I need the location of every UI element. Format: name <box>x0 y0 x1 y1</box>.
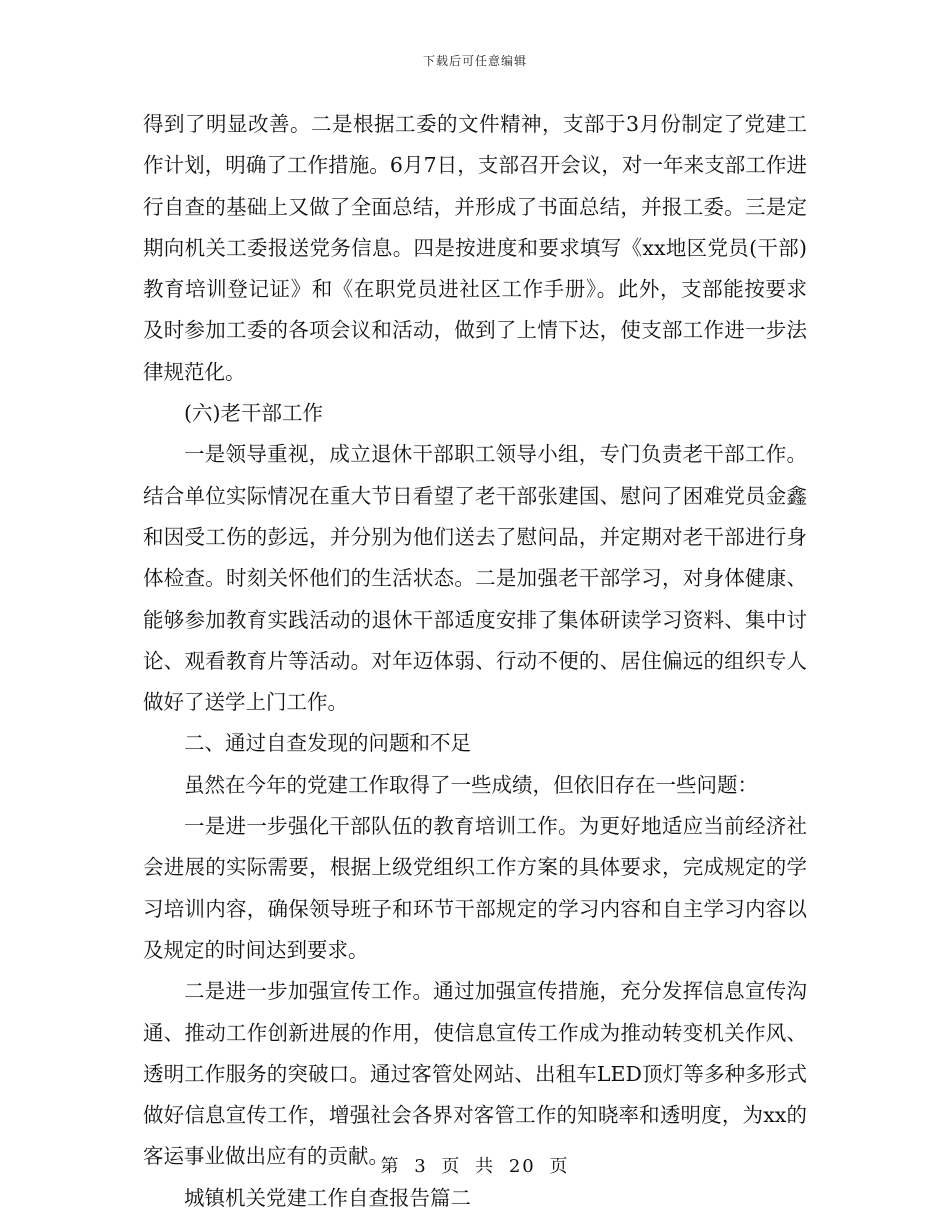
paragraph-continued: 得到了明显改善。二是根据工委的文件精神，支部于3月份制定了党建工作计划，明确了工作措施。6月7日，支部召开会议，对一年来支部工作进行自查的基础上又做了全面总结，并形成了书面总结，并报工委。三是定期向机关工委报送党务信息。四是按进度和要求填写《xx地区党员(干部)教育培训登记证》和《在职党员进社区工作手册》。此外，支部能按要求及时参加工委的各项会议和活动，做到了上情下达，使支部工作进一步法律规范化。 <box>143 112 807 384</box>
section-heading-problems: 二、通过自查发现的问题和不足 <box>184 731 471 756</box>
page-footer: 第 3 页 共 20 页 <box>380 1156 570 1177</box>
paragraph-problems-intro: 虽然在今年的党建工作取得了一些成绩，但依旧存在一些问题： <box>184 772 758 797</box>
paragraph-problem-two: 二是进一步加强宣传工作。通过加强宣传措施，充分发挥信息宣传沟通、推动工作创新进展的作用，使信息宣传工作成为推动转变机关作风、透明工作服务的突破口。通过客管处网站、出租车LED顶灯等多种多形式做好信息宣传工作，增强社会各界对客管工作的知晓率和透明度，为xx的客运事业做出应有的贡献。 <box>143 979 807 1169</box>
section-heading-old-cadres: (六)老干部工作 <box>184 401 323 426</box>
page-header: 下载后可任意编辑 <box>422 54 527 68</box>
paragraph-problem-one: 一是进一步强化干部队伍的教育培训工作。为更好地适应当前经济社会进展的实际需要，根据上级党组织工作方案的具体要求，完成规定的学习培训内容，确保领导班子和环节干部规定的学习内容和自主学习内容以及规定的时间达到要求。 <box>143 814 807 962</box>
document-body <box>143 104 807 1219</box>
paragraph-old-cadres: 一是领导重视，成立退休干部职工领导小组，专门负责老干部工作。结合单位实际情况在重大节日看望了老干部张建国、慰问了困难党员金鑫和因受工伤的彭远，并分别为他们送去了慰问品，并定期对老干部进行身体检查。时刻关怀他们的生活状态。二是加强老干部学习，对身体健康、能够参加教育实践活动的退休干部适度安排了集体研读学习资料、集中讨论、观看教育片等活动。对年迈体弱、行动不便的、居住偏远的组织专人做好了送学上门工作。 <box>143 442 807 715</box>
section-heading-report-two: 城镇机关党建工作自查报告篇二 <box>184 1185 471 1210</box>
